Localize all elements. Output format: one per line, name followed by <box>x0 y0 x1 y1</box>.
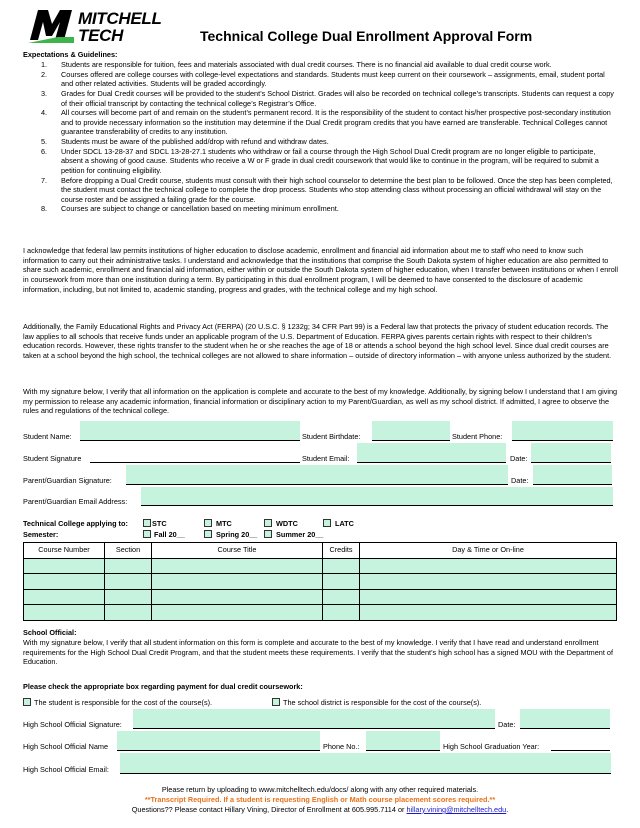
student-signature-line[interactable] <box>90 462 300 463</box>
student-phone-label: Student Phone: <box>452 432 503 441</box>
guideline-item: 3. Grades for Dual Credit courses will be provided to the student’s School District. Grades will also be recorded on technical college’s transcripts. Students can request a copy of their official transcript by contacting the technical college’s Registrar’s Office. <box>41 88 614 108</box>
table-cell[interactable] <box>24 589 105 605</box>
consent-paragraph: I acknowledge that federal law permits institutions of higher education to disclose academic, enrollment and financial aid information about me to staff who need to know such information to carry out their administrative tasks. I understand and acknowledge that the institutions that comprise the South Dakota system of higher education are also permitted to share such academic, enrollment and financial aid information, either within or outside the South Dakota system of higher education, when I transfer between institutions or when I enroll in coursework from more than one institution during a term. By participating in this dual enrollment program, I will be deemed to have consented to the disclosure of academic information, including, but not limited to, academic standing, progress and grades, with the technical college and my high school. <box>23 246 619 294</box>
table-cell[interactable] <box>105 605 152 621</box>
parent-signature-input[interactable] <box>126 465 508 485</box>
parent-date-label: Date: <box>511 476 529 485</box>
table-cell[interactable] <box>323 605 360 621</box>
official-signature-label: High School Official Signature: <box>23 720 122 729</box>
official-phone-label: Phone No.: <box>323 742 360 751</box>
semester-option-summer[interactable]: Summer 20__ <box>264 530 323 540</box>
table-row <box>24 574 617 590</box>
page-title: Technical College Dual Enrollment Approval Form <box>200 28 533 44</box>
contact-email-link[interactable]: hillary.vining@mitchelltech.edu <box>406 805 507 814</box>
col-section: Section <box>105 543 152 559</box>
college-label: Technical College applying to: <box>23 519 128 528</box>
table-cell[interactable] <box>105 589 152 605</box>
ferpa-paragraph: Additionally, the Family Educational Rights and Privacy Act (FERPA) (20 U.S.C. § 1232g; 34 CFR Part 99) is a Federal law that protects the privacy of student education records. The law applies to all schools that receive funds under an applicable program of the U.S. Department of Education. FERPA gives parents certain rights with respect to their children’s education records. However, these rights transfer to the student when he or she reaches the age of 18 or attends a school beyond the high school level. Since dual credit courses are taken at a school beyond the high school, the technical colleges are not allowed to share information – outside of directory information – with anyone unless authorized by the student. <box>23 322 612 360</box>
college-option-wdtc[interactable]: WDTC <box>264 519 298 529</box>
questions-contact <box>0 805 640 815</box>
official-name-label: High School Official Name <box>23 742 109 751</box>
graduation-year-line[interactable] <box>551 750 610 751</box>
col-course-title: Course Title <box>152 543 323 559</box>
logo-mark-icon <box>28 6 76 44</box>
table-row <box>24 589 617 605</box>
table-cell[interactable] <box>152 558 323 574</box>
official-email-input[interactable] <box>120 753 611 773</box>
official-phone-input[interactable] <box>366 731 440 751</box>
student-email-input[interactable] <box>357 443 506 463</box>
checkbox-icon[interactable] <box>143 519 151 527</box>
student-name-input[interactable] <box>80 421 300 441</box>
guideline-item: 5. Students must be aware of the published add/drop with refund and withdraw dates. <box>41 137 329 146</box>
table-cell[interactable] <box>152 589 323 605</box>
table-header-row <box>24 543 617 559</box>
college-option-mtc[interactable]: MTC <box>204 519 232 529</box>
table-cell[interactable] <box>323 558 360 574</box>
logo-text-mitchell: MITCHELL <box>78 9 162 28</box>
guidelines-list <box>23 60 615 214</box>
parent-date-input[interactable] <box>533 465 612 485</box>
student-signature-label: Student Signature <box>23 454 82 463</box>
table-cell[interactable] <box>360 558 617 574</box>
table-cell[interactable] <box>360 589 617 605</box>
table-cell[interactable] <box>105 558 152 574</box>
table-cell[interactable] <box>152 574 323 590</box>
checkbox-icon[interactable] <box>204 519 212 527</box>
guideline-item: 7. Before dropping a Dual Credit course, students must consult with their high school counselor to determine the best plan to be followed. Once the step has been completed, the student must contact the technical college to complete the drop process. Students who stop attending class without processing an official withdrawal will stay on the course roster and be assigned a failing grade for the course. <box>41 175 613 204</box>
graduation-year-label: High School Graduation Year: <box>443 742 540 751</box>
student-birthdate-label: Student Birthdate: <box>302 432 361 441</box>
checkbox-icon[interactable] <box>264 530 272 538</box>
parent-signature-label: Parent/Guardian Signature: <box>23 476 112 485</box>
table-cell[interactable] <box>24 605 105 621</box>
table-cell[interactable] <box>360 574 617 590</box>
table-cell[interactable] <box>105 574 152 590</box>
parent-email-label: Parent/Guardian Email Address: <box>23 497 128 506</box>
student-email-label: Student Email: <box>302 454 350 463</box>
guideline-item: 1. Students are responsible for tuition, fees and materials associated with dual credit courses. There is no financial aid available to dual credit course work. <box>41 60 552 69</box>
guideline-item: 4. All courses will become part of and remain on the student’s permanent record. It is the responsibility of the student to contact his/her prospective post-secondary institution and to provide necessary information so the institution may determine if the Dual Credit program credits that you have earned are transferable. Technical Colleges cannot guarantee transferability of credits to any institution. <box>41 108 611 137</box>
table-cell[interactable] <box>323 589 360 605</box>
payment-heading: Please check the appropriate box regarding payment for dual credit coursework: <box>23 682 303 691</box>
table-cell[interactable] <box>323 574 360 590</box>
table-cell[interactable] <box>360 605 617 621</box>
logo-text-tech: TECH <box>78 26 124 45</box>
checkbox-icon[interactable] <box>272 698 280 706</box>
payment-option-student[interactable]: The student is responsible for the cost of the course(s). <box>23 698 212 708</box>
checkbox-icon[interactable] <box>264 519 272 527</box>
official-date-label: Date: <box>498 720 516 729</box>
checkbox-icon[interactable] <box>204 530 212 538</box>
table-cell[interactable] <box>24 558 105 574</box>
student-name-label: Student Name: <box>23 432 72 441</box>
col-credits: Credits <box>323 543 360 559</box>
student-date-input[interactable] <box>531 443 611 463</box>
student-birthdate-input[interactable] <box>372 421 450 441</box>
checkbox-icon[interactable] <box>143 530 151 538</box>
guidelines-heading: Expectations & Guidelines: <box>23 50 118 59</box>
col-course-number: Course Number <box>24 543 105 559</box>
course-table <box>23 542 617 621</box>
signature-paragraph: With my signature below, I verify that all information on the application is complete and accurate to the best of my knowledge. Additionally, by signing below I understand that I am giving my permission to release any academic information, financial information or disciplinary action to my Parent/Guardian, as well as my school district. If admitted, I agree to observe the rules and regulations of the technical college. <box>23 387 618 416</box>
semester-option-spring[interactable]: Spring 20__ <box>204 530 257 540</box>
table-cell[interactable] <box>24 574 105 590</box>
return-instructions: Please return by uploading to www.mitchelltech.edu/docs/ along with any other required materials. <box>161 785 479 794</box>
guideline-item: 2. Courses offered are college courses with college-level expectations and standards. Students must keep current on their coursework – assignments, email, student portal and other related activities. Students will be graded accordingly. <box>41 69 605 89</box>
official-signature-input[interactable] <box>133 709 495 729</box>
guideline-item: 6. Under SDCL 13-28-37 and SDCL 13-28-27.1 students who withdraw or fail a course through the High School Dual Credit program are no longer eligible to participate, absent a showing of good cause. Students who receive a W or F grade in dual credit coursework that would like to continue in the program, will be required to submit a petition for continuing eligibility. <box>41 146 599 175</box>
semester-option-fall[interactable]: Fall 20__ <box>143 530 185 540</box>
official-name-input[interactable] <box>117 731 320 751</box>
col-day-time: Day & Time or On-line <box>360 543 617 559</box>
student-phone-input[interactable] <box>512 421 613 441</box>
mitchell-tech-logo <box>28 6 178 46</box>
transcript-notice: **Transcript Required. If a student is requesting English or Math course placement scores required.** <box>144 795 496 804</box>
checkbox-icon[interactable] <box>323 519 331 527</box>
semester-label: Semester: <box>23 530 59 539</box>
student-date-label: Date: <box>510 454 528 463</box>
table-cell[interactable] <box>152 605 323 621</box>
parent-email-input[interactable] <box>141 487 613 506</box>
official-paragraph: With my signature below, I verify that all student information on this form is complete and accurate to the best of my knowledge. I verify that I have read and understand enrollment requirements for the High School Dual Credit Program, and that the student meets these requirements. I verify that the student’s high school has a signed MOU with the Department of Education. <box>23 638 614 667</box>
table-row <box>24 605 617 621</box>
official-heading: School Official: <box>23 628 77 637</box>
payment-option-district[interactable]: The school district is responsible for the cost of the course(s). <box>272 698 481 708</box>
official-email-label: High School Official Email: <box>23 765 109 774</box>
period-text: . <box>506 805 509 814</box>
college-option-latc[interactable]: LATC <box>323 519 354 529</box>
official-date-input[interactable] <box>520 709 610 729</box>
questions-text: Questions?? Please contact Hillary Vining, Director of Enrollment at 605.995.7114 or <box>131 805 405 814</box>
table-row <box>24 558 617 574</box>
college-option-stc[interactable]: STC <box>143 519 167 529</box>
checkbox-icon[interactable] <box>23 698 31 706</box>
guideline-item: 8. Courses are subject to change or cancellation based on meeting minimum enrollment. <box>41 204 339 214</box>
